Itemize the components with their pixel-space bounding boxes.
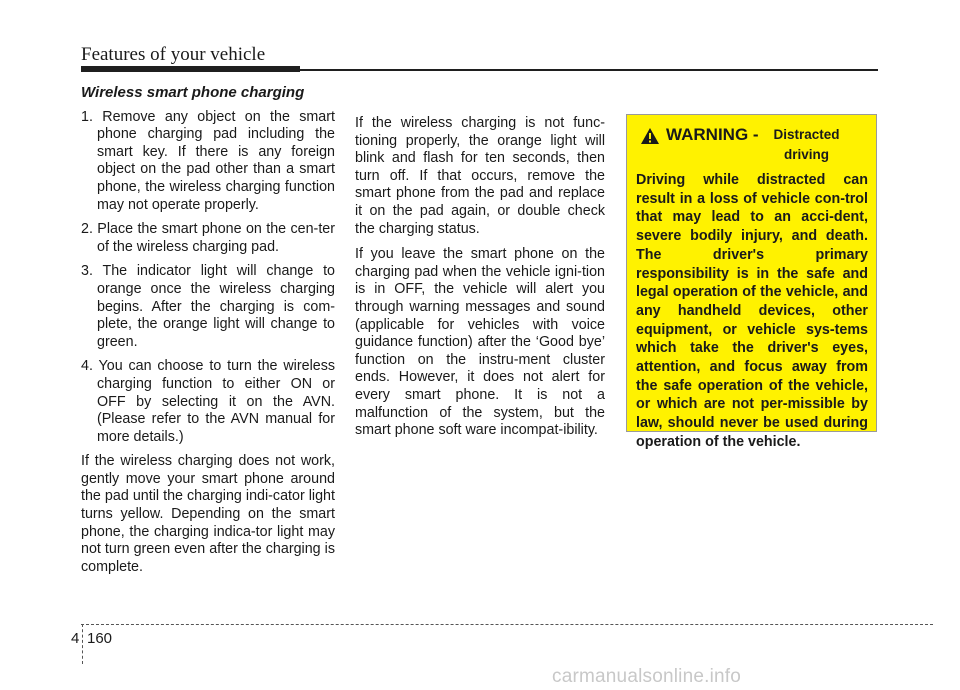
middle-paragraph-1: If the wireless charging is not func-tioning properly, the orange light will blink and flash for ten seconds, then turn off. If that occurs, remove the smart phone from the pad and replace it on the pad again, or double check the charging status. xyxy=(355,115,605,237)
header-rule-thick xyxy=(81,66,300,72)
footer-divider xyxy=(82,624,83,664)
middle-column xyxy=(355,115,605,448)
footer-rule xyxy=(81,624,933,625)
step-1: 1. Remove any object on the smart phone charging pad including the smart key. If there is any foreign object on the pad other than a smart phone, the wireless charging function may not operate properly. xyxy=(81,108,335,213)
warning-label: WARNING - xyxy=(666,125,759,144)
warning-subtitle-wrap xyxy=(764,125,850,165)
chapter-number: 4 xyxy=(71,630,80,647)
header-rule-thin xyxy=(300,69,878,71)
page-number: 160 xyxy=(87,630,113,647)
warning-box xyxy=(626,114,877,450)
warning-header xyxy=(636,125,868,165)
left-paragraph: If the wireless charging does not work, gently move your smart phone around the pad until the charging indi-cator light turns yellow. Depending on the smart phone, the charging indica-tor light may not turn green even after the charging is complete. xyxy=(81,453,335,575)
warning-triangle-icon xyxy=(640,127,660,145)
step-3: 3. The indicator light will change to orange once the wireless charging begins. After the charging is com-plete, the orange light will change to green. xyxy=(81,263,335,350)
left-column xyxy=(81,84,335,584)
middle-paragraph-2: If you leave the smart phone on the charging pad when the vehicle igni-tion is in OFF, the vehicle will alert you through warning messages and sound (applicable for vehicles with voice guidance function) after the ‘Good bye’ function on the instru-ment cluster ends. However, it does not alert for every smart phone. It is not a malfunction of the system, but the smart phone soft ware incompat-ibility. xyxy=(355,246,605,439)
warning-body: Driving while distracted can result in a loss of vehicle con-trol that may lead to an acci-dent, severe bodily injury, and death. The driver's primary responsibility is in the safe and legal operation of the vehicle, and any handheld devices, other equipment, or vehicle sys-tems which take the driver's eyes, attention, and focus away from the safe operation of the vehicle, or which are not per-missible by law, should never be used during operation of the vehicle. xyxy=(636,172,868,450)
watermark-text: carmanualsonline.info xyxy=(552,666,742,687)
step-4: 4. You can choose to turn the wireless charging function to either ON or OFF by selecting it on the AVN. (Please refer to the AVN manual for more details.) xyxy=(81,358,335,445)
step-2: 2. Place the smart phone on the cen-ter of the wireless charging pad. xyxy=(81,221,335,255)
page-header-title: Features of your vehicle xyxy=(81,44,266,65)
warning-subtitle: Distracted driving xyxy=(773,127,840,162)
section-heading: Wireless smart phone charging xyxy=(81,84,305,101)
